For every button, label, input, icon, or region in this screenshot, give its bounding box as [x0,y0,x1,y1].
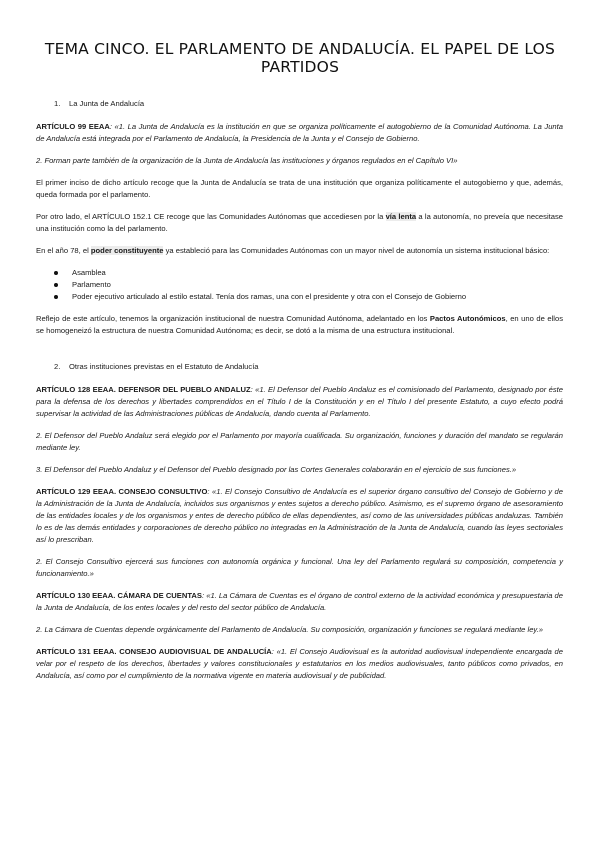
art128-paragraph-1 [36,384,563,420]
text-run: ya estableció para las Comunidades Autónomas con un mayor nivel de autonomía un sistema institucional básico: [163,246,550,255]
list-item: Asamblea [72,267,563,279]
text-run: , en uno de ellos se homogeneizó la estructura de nuestra Comunidad Autónoma; es decir, se dotó a la misma de una estructura institucional. [36,314,563,335]
art129-paragraph-1 [36,486,563,546]
article-quote: : «1. La Cámara de Cuentas es el órgano de control externo de la actividad económica y presupuestaria de la Junta de Andalucía, de los entes locales y del resto del sector público de Andalucía. [36,591,564,612]
section-heading-text: La Junta de Andalucía [69,99,145,108]
year-value: 78 [70,246,79,255]
article-quote: : «1. La Junta de Andalucía es la institución en que se organiza políticamente el autogobierno de la Comunidad Autónoma. La Junta de Andalucía está integrada por el Parlamento de Andalucía, la Presidencia de la Junta y el Consejo de Gobierno. [36,122,563,143]
section-heading-text: Otras instituciones previstas en el Estatuto de Andalucía [69,362,259,371]
page-title: TEMA CINCO. EL PARLAMENTO DE ANDALUCÍA. EL PAPEL DE LOS PARTIDOS [44,40,556,76]
article-label: ARTÍCULO 131 EEAA. CONSEJO AUDIOVISUAL DE ANDALUCÍA [36,647,272,656]
art128-paragraph-2: 2. El Defensor del Pueblo Andaluz será elegido por el Parlamento por mayoría cualificada. Su organización, funciones y duración del mandato se regularán mediante ley. [36,431,563,452]
section-heading-2 [36,361,563,373]
spacer [36,347,563,361]
highlight-via-lenta: vía lenta [385,212,417,221]
article-label: ARTÍCULO 130 EEAA. CÁMARA DE CUENTAS [36,591,202,600]
art129-paragraph-2: 2. El Consejo Consultivo ejercerá sus funciones con autonomía orgánica y funcional. Una ley del Parlamento regulará su composición, competencia y funcionamiento.» [36,557,563,578]
art99-paragraph-2: 2. Forman parte también de la organización de la Junta de Andalucía las instituciones y órganos regulados en el Capítulo VI» [36,156,458,165]
text-run: a la autonomía, no preveía que necesitase una institución como la del parlamento. [36,212,563,233]
article-quote: : «1. El Defensor del Pueblo Andaluz es el comisionado del Parlamento, designado por éste para la defensa de los derechos y libertades comprendidos en el Título I de la Constitución y en el Título I del presente Estatuto, a cuyo efecto podrá supervisar la actividad de las Administraciones públicas de Andalucía, dando cuenta al Parlamento. [36,385,563,418]
art130-paragraph-1 [36,590,563,614]
document-body [36,98,563,692]
bullet-list [36,267,563,303]
art128-paragraph-3: 3. El Defensor del Pueblo Andaluz y el Defensor del Pueblo designado por las Cortes Generales colaborarán en el ejercicio de sus funciones.» [36,465,517,474]
paragraph-6 [36,313,563,337]
paragraph-3: El primer inciso de dicho artículo recoge que la Junta de Andalucía se trata de una institución que organiza políticamente el autogobierno y que, además, queda formada por el parlamento. [36,178,563,199]
list-item: Parlamento [72,279,563,291]
article-label: ARTÍCULO 128 EEAA. DEFENSOR DEL PUEBLO ANDALUZ [36,385,251,394]
paragraph-4 [36,211,563,235]
art130-paragraph-2: 2. La Cámara de Cuentas depende orgánicamente del Parlamento de Andalucía. Su composición, organización y funciones se regulará mediante ley.» [36,625,543,634]
section-number: 2. [54,362,61,371]
section-heading-1 [36,98,563,110]
article-label: ARTÍCULO 129 EEAA. CONSEJO CONSULTIVO [36,487,208,496]
article-quote: : «1. El Consejo Audiovisual es la autoridad audiovisual independiente encargada de velar por el respeto de los derechos, libertades y valores constitucionales y estatutarios en los medios audiovisuales, tanto públicos como privados, en Andalucía, así como por el cumplimiento de la normativa vigente en materia audiovisual y de publicidad. [36,647,564,680]
text-run: Reflejo de este artículo, tenemos la organización institucional de nuestra Comunidad Autónoma, adelantado en los [36,314,430,323]
text-run: Por otro lado, el ARTÍCULO 152.1 CE recoge que las Comunidades Autónomas que accediesen por la [36,212,386,221]
bold-pactos-autonomicos: Pactos Autonómicos [429,314,506,323]
article-quote: : «1. El Consejo Consultivo de Andalucía es el superior órgano consultivo del Consejo de Gobierno y de la Administración de la Junta de Andalucía, incluidos sus organismos y entes sujetos a derecho público. Asimismo, es el supremo órgano de asesoramiento de las entidades locales y de los organismos y entes de derecho público de ellas dependientes, así como de las universidades públicas andaluzas. También lo es de las demás entidades y corporaciones de derecho público no integradas en la Administración de la Junta de Andalucía, cuando las leyes sectoriales así lo prescriban. [36,487,563,544]
art131-paragraph-1 [36,646,563,682]
art99-paragraph-1 [36,121,563,145]
section-number: 1. [54,99,61,108]
text-run: En el año [36,246,71,255]
list-item: Poder ejecutivo articulado al estilo estatal. Tenía dos ramas, una con el presidente y otra con el Consejo de Gobierno [72,291,563,303]
text-run: , el [78,246,91,255]
highlight-poder-constituyente: poder constituyente [90,246,164,255]
paragraph-5 [36,245,563,257]
article-label: ARTÍCULO 99 EEAA [36,122,110,131]
